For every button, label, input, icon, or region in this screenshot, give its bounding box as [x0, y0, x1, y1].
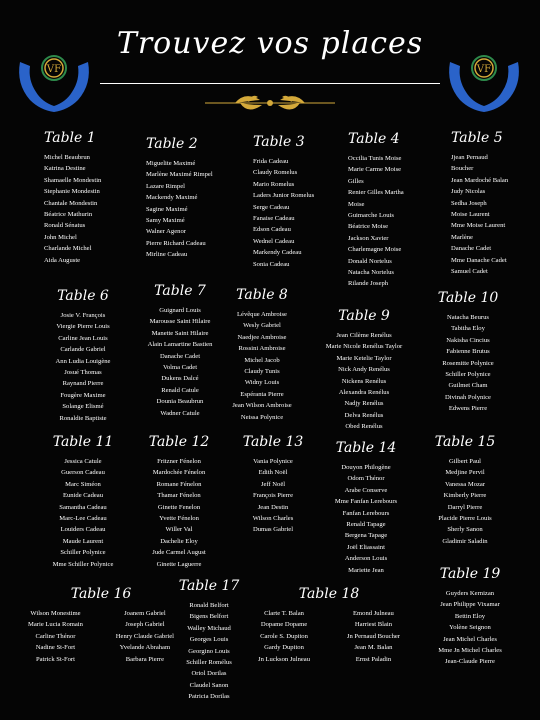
table-4-title: Table 4: [348, 131, 400, 147]
guest-name: Gilbert Paul: [448, 458, 482, 465]
guest-name: Eunide Cadeau: [62, 492, 104, 500]
table-12-guests: [132, 456, 226, 570]
gold-leaf-ornament: [200, 88, 340, 118]
table-17-title: Table 17: [178, 578, 240, 594]
guest-name: Volma Cadet: [162, 364, 198, 372]
guest-name: Béatrice Mathurin: [44, 211, 93, 219]
guest-name: Marlène Maximé Rimpel: [146, 171, 213, 179]
guest-name: Jean Philippe Vixamar: [440, 601, 500, 609]
table-8: [222, 287, 302, 423]
guest-name: Jean Michel Charles: [443, 635, 497, 643]
guest-name: Louiders Cadeau: [60, 526, 106, 534]
guest-name: Fritzner Fénelon: [157, 458, 201, 465]
guest-name: Rossini Ambroise: [238, 345, 286, 353]
guest-name: Mariette Jean: [348, 566, 384, 574]
guest-name: Jean Wilson Ambroise: [232, 402, 292, 410]
guest-name: Edith Noël: [258, 469, 288, 477]
guest-name: Renald Catule: [161, 386, 199, 394]
guest-name: Laders Junior Romelus: [253, 192, 315, 200]
table-14-guests: [318, 462, 414, 576]
table-15-title: Table 15: [434, 434, 496, 450]
table-3: [253, 134, 314, 270]
guest-name: Lazare Rimpel: [146, 182, 185, 190]
guest-name: Jean M. Balan: [354, 644, 393, 652]
table-15: [420, 434, 510, 547]
guest-name: Maude Laurent: [62, 537, 104, 545]
table-6-title: Table 6: [57, 288, 109, 304]
guest-name: Jude Carmel August: [152, 549, 206, 557]
table-14-title: Table 14: [335, 440, 397, 456]
guest-name: Miguelite Maximé: [146, 160, 196, 167]
guest-name: Michel Beaubrun: [44, 154, 90, 161]
guest-name: Mme Schiller Polynice: [52, 560, 114, 568]
guest-name: Edson Cadeau: [253, 226, 291, 234]
guest-name: Joël Eliassaint: [347, 543, 385, 551]
table-16-guests-right: [116, 608, 174, 665]
guest-name: Samy Maximé: [146, 217, 185, 225]
guest-name: Ginette Laguerre: [156, 560, 202, 568]
guest-name: Jean Cilème Renélus: [336, 332, 392, 339]
guest-name: Yvette Fénelon: [159, 515, 199, 523]
guest-name: Marie Nicole Renélus Taylor: [325, 343, 403, 351]
guest-name: Guilmet Cham: [448, 382, 488, 390]
guest-name: Carline Jean Louis: [58, 334, 108, 342]
table-11-guests: [40, 456, 126, 570]
guest-name: Claudy Tunis: [244, 368, 280, 376]
guest-name: Marc-Lee Cadeau: [59, 515, 107, 523]
guest-name: Anderson Louis: [344, 555, 388, 563]
guest-name: Frida Cadeau: [253, 158, 289, 165]
guest-name: John Michel: [44, 233, 77, 241]
table-18-guests-right: [347, 608, 400, 665]
guest-name: Sherly Sanon: [447, 526, 483, 534]
guest-name: Serge Cadeau: [253, 203, 290, 211]
guest-name: Alexandra Renélus: [338, 389, 390, 397]
guest-name: Dumas Gabriel: [252, 526, 294, 534]
guest-name: Guyders Kernizan: [445, 590, 495, 597]
table-10-guests: [426, 312, 510, 415]
guest-name: Schiller Polynice: [445, 371, 491, 379]
guest-name: Béatrice Moise: [348, 223, 389, 231]
guest-name: Nadine St-Fort: [35, 644, 76, 652]
guest-name: Ronald Sénatus: [44, 222, 86, 230]
guest-name: Pierre Richard Cadeau: [146, 239, 206, 247]
guest-name: Naedjee Ambroise: [237, 333, 287, 341]
table-3-title: Table 3: [253, 134, 305, 150]
guest-name: Guerson Cadeau: [61, 469, 105, 477]
guest-name: Schiller Romélus: [186, 659, 232, 667]
guest-name: Danache Cadet: [451, 245, 492, 253]
guest-name: Wilson Charles: [252, 515, 294, 523]
guest-name: Alain Lamartine Bastien: [147, 341, 213, 349]
table-9-guests: [310, 330, 418, 433]
guest-name: Yolène Seignon: [449, 624, 491, 632]
guest-name: Mme Jn Michel Charles: [438, 647, 502, 655]
guest-name: Fanfan Lerebours: [342, 509, 390, 517]
guest-name: Medjine Pervil: [445, 469, 485, 477]
guest-name: Marc Siméon: [65, 480, 101, 488]
guest-name: Jn Luckson Julneau: [258, 655, 311, 663]
guest-name: Mme Danache Cadet: [451, 256, 507, 264]
guest-name: Katrina Destine: [44, 165, 86, 173]
table-16-title: Table 16: [70, 586, 132, 602]
guest-name: Chantale Mondestin: [44, 199, 98, 207]
guest-name: Josie V. François: [60, 312, 106, 319]
guest-name: Mme Moise Laurent: [451, 222, 506, 230]
table-8-guests: [222, 309, 302, 423]
guest-name: Solange Elismé: [62, 403, 104, 411]
guest-name: Danache Cadet: [159, 352, 201, 360]
guest-name: Moise: [348, 200, 365, 208]
guest-name: Guignard Louis: [159, 307, 201, 314]
guest-name: Nickens Renélus: [341, 377, 387, 385]
table-5-title: Table 5: [451, 130, 503, 146]
table-11: [40, 434, 126, 570]
guest-name: Markendy Cadeau: [253, 249, 302, 257]
guest-name: Stephanie Mondestin: [44, 188, 100, 196]
table-16: [28, 586, 174, 665]
guest-name: Marie Ketelie Taylor: [336, 354, 392, 362]
table-10-title: Table 10: [437, 290, 499, 306]
guest-name: Guimarche Louis: [348, 212, 394, 220]
table-17: [172, 578, 246, 703]
table-11-title: Table 11: [52, 434, 114, 450]
guest-name: Jean-Claude Pierre: [445, 658, 495, 666]
guest-name: Ronald Belfort: [189, 602, 229, 609]
guest-name: Occilia Tunis Moise: [348, 155, 402, 162]
guest-name: Emond Julneau: [353, 610, 394, 617]
table-9-title: Table 9: [338, 308, 390, 324]
guest-name: Oriol Dorilas: [191, 670, 227, 678]
table-8-title: Table 8: [236, 287, 288, 303]
table-5-guests: [451, 152, 508, 277]
guest-name: Dounia Beaubrun: [156, 398, 204, 406]
guest-name: Fabienne Brutus: [446, 348, 490, 356]
guest-name: Harriest Blain: [354, 621, 393, 629]
guest-name: Obed Renélus: [345, 423, 383, 431]
guest-name: Jessica Catule: [64, 458, 102, 465]
guest-name: Wednel Cadeau: [253, 237, 295, 245]
guest-name: Ann Ludia Louigène: [55, 357, 111, 365]
guest-name: Neissa Polynice: [240, 413, 284, 421]
table-13-guests: [232, 456, 314, 536]
table-13: [232, 434, 314, 536]
guest-name: Rilande Joseph: [348, 280, 389, 288]
table-15-guests: [420, 456, 510, 547]
poster-title: Trouvez vos places: [116, 26, 424, 61]
guest-name: Kimberly Pierre: [443, 492, 487, 500]
guest-name: Georges Louis: [189, 636, 229, 644]
guest-name: Rosemitte Polynice: [442, 359, 494, 367]
guest-name: Ronaldie Baptiste: [59, 414, 107, 422]
table-18: [258, 586, 400, 665]
guest-name: Wesly Gabriel: [243, 322, 281, 330]
guest-name: Barbara Pierre: [125, 655, 165, 663]
guest-name: Arabe Conserve: [344, 486, 388, 494]
guest-name: Marousse Saint Hilaire: [149, 318, 211, 326]
guest-name: Nick Andy Renélus: [338, 366, 390, 374]
guest-name: Michel Jacob: [244, 356, 280, 364]
guest-name: Yvelande Abraham: [119, 644, 171, 652]
guest-name: Mardochée Fénelon: [152, 469, 206, 477]
guest-name: Joseph Gabriel: [125, 621, 165, 629]
guest-name: Walley Michaud: [187, 624, 231, 632]
guest-name: Jean Mardoché Balan: [451, 176, 509, 184]
svg-text:VF: VF: [46, 64, 62, 75]
table-18-guests-left: [258, 608, 310, 665]
guest-name: Mme Fanfan Lerebours: [334, 498, 398, 506]
guest-name: Walner Agenor: [146, 228, 186, 236]
table-7: [128, 283, 232, 419]
guest-name: Boucher: [451, 165, 474, 173]
guest-name: Willer Val: [165, 526, 193, 534]
guest-name: Wilson Monestime: [30, 610, 81, 617]
guest-name: Jackson Xavier: [348, 234, 389, 242]
guest-name: Sedha Joseph: [451, 199, 487, 207]
table-2: [146, 136, 213, 261]
guest-name: Ernst Paladin: [355, 655, 392, 663]
guest-name: Manette Saint Hilaire: [151, 329, 209, 337]
guest-name: Gilles: [348, 177, 364, 185]
table-16-guests-left: [28, 608, 83, 665]
table-12-title: Table 12: [148, 434, 210, 450]
guest-name: Aida Auguste: [44, 256, 81, 264]
guest-name: Schiller Polynice: [60, 549, 106, 557]
guest-name: Judy Nicolas: [451, 188, 486, 196]
guest-name: François Pierre: [252, 492, 294, 500]
table-18-title: Table 18: [298, 586, 360, 602]
guest-name: Claudy Romelus: [253, 169, 298, 177]
table-19: [420, 566, 520, 668]
table-7-guests: [128, 305, 232, 419]
table-19-title: Table 19: [439, 566, 501, 582]
guest-name: Viergie Pierre Louis: [56, 323, 110, 331]
guest-name: Charlemagne Moise: [348, 246, 402, 254]
guest-name: Jean Destin: [257, 503, 289, 511]
guest-name: Natacha Beurus: [447, 314, 489, 321]
guest-name: Sagine Maximé: [146, 205, 188, 213]
table-1: [44, 130, 101, 266]
guest-name: Darryl Pierre: [447, 503, 483, 511]
table-6-guests: [40, 310, 126, 424]
table-10: [426, 290, 510, 415]
table-2-title: Table 2: [146, 136, 198, 152]
guest-name: Mackendy Maximé: [146, 194, 198, 202]
guest-name: Bettin Eloy: [454, 612, 486, 620]
guest-name: Lévêque Ambroise: [237, 311, 287, 318]
guest-name: Douyon Philogène: [341, 464, 391, 471]
guest-name: Romane Fénelon: [156, 480, 202, 488]
guest-name: Henry Claude Gabriel: [115, 632, 174, 640]
guest-name: Gladimir Saladin: [442, 537, 488, 545]
guest-name: Carlande Gabriel: [60, 346, 106, 354]
table-4: [348, 131, 404, 290]
guest-name: Dukens Dalcé: [161, 375, 199, 383]
guest-name: Claudel Sanon: [189, 681, 229, 689]
table-12: [132, 434, 226, 570]
guest-name: Tabitha Eloy: [451, 325, 485, 333]
table-17-guests: [172, 600, 246, 703]
table-7-title: Table 7: [154, 283, 206, 299]
hands-logo-left: [14, 44, 94, 116]
guest-name: Georgino Louis: [188, 647, 230, 655]
guest-name: Nadjy Renélus: [344, 400, 384, 408]
guest-name: Espéranta Pierre: [240, 390, 284, 398]
guest-name: Widny Louis: [244, 379, 280, 387]
guest-name: Carline Thénor: [35, 632, 76, 640]
guest-name: Samantha Cadeau: [59, 503, 107, 511]
guest-name: Patricia Dorilas: [188, 693, 230, 701]
guest-name: Marie Lucia Romain: [28, 621, 83, 629]
table-1-guests: [44, 152, 101, 266]
guest-name: Dachelie Eloy: [160, 537, 198, 545]
guest-name: Dopame Dopame: [260, 621, 308, 629]
table-6: [40, 288, 126, 424]
guest-name: Renier Gilles Martha: [348, 189, 404, 197]
guest-name: Josué Thomas: [64, 369, 102, 377]
guest-name: Raynand Pierre: [62, 380, 104, 388]
guest-name: Nakisha Cincius: [446, 336, 490, 344]
guest-name: Gardy Dupiton: [264, 644, 304, 652]
guest-name: Charlande Michel: [44, 245, 92, 253]
guest-name: Samuel Cadet: [451, 268, 488, 276]
table-2-guests: [146, 158, 213, 261]
guest-name: Vanessa Mozar: [444, 480, 486, 488]
guest-name: Divinah Polynice: [445, 393, 491, 401]
guest-name: Jjean Pernaud: [451, 154, 488, 161]
table-9: [310, 308, 418, 433]
guest-name: Wadner Catule: [160, 409, 200, 417]
guest-name: Patrick St-Fort: [35, 655, 75, 663]
guest-name: Fougère Maxime: [60, 391, 106, 399]
table-5: [451, 130, 508, 277]
guest-name: Moise Laurent: [451, 211, 490, 219]
guest-name: Placide Pierre Louis: [438, 515, 492, 523]
guest-name: Thamar Fénelon: [157, 492, 201, 500]
guest-name: Fanaise Cadeau: [253, 215, 295, 223]
guest-name: Bigens Belfort: [189, 613, 229, 621]
title-underline: [100, 83, 440, 84]
guest-name: Bergena Tapage: [344, 532, 388, 540]
table-19-guests: [420, 588, 520, 668]
guest-name: Ginette Fenelon: [157, 503, 201, 511]
guest-name: Natacha Nortelus: [348, 269, 394, 277]
guest-name: Carole S. Dupiton: [260, 632, 308, 640]
hands-logo-right: [444, 44, 524, 116]
guest-name: Edwens Pierre: [448, 405, 488, 413]
guest-name: Donald Nortelus: [348, 257, 392, 265]
guest-name: Vania Polynice: [253, 458, 293, 465]
svg-text:VF: VF: [476, 64, 492, 75]
guest-name: Jeff Noël: [260, 480, 286, 488]
guest-name: Clarte T. Balan: [264, 610, 304, 617]
table-3-guests: [253, 156, 314, 270]
table-14: [318, 440, 414, 576]
table-13-title: Table 13: [242, 434, 304, 450]
table-4-guests: [348, 153, 404, 290]
guest-name: Marlène: [451, 233, 473, 241]
table-1-title: Table 1: [44, 130, 96, 146]
guest-name: Joanem Gabriel: [124, 610, 166, 617]
guest-name: Delva Renélus: [344, 411, 384, 419]
guest-name: Mario Romelus: [253, 180, 295, 188]
guest-name: Odom Thénor: [347, 475, 385, 483]
guest-name: Renald Tapage: [346, 521, 386, 529]
guest-name: Jn Pernaud Boucher: [346, 632, 400, 640]
guest-name: Mirline Cadeau: [146, 251, 188, 259]
guest-name: Sonia Cadeau: [253, 260, 290, 268]
guest-name: Marie Carme Moise: [348, 166, 402, 174]
guest-name: Shamaelle Mondestin: [44, 176, 102, 184]
